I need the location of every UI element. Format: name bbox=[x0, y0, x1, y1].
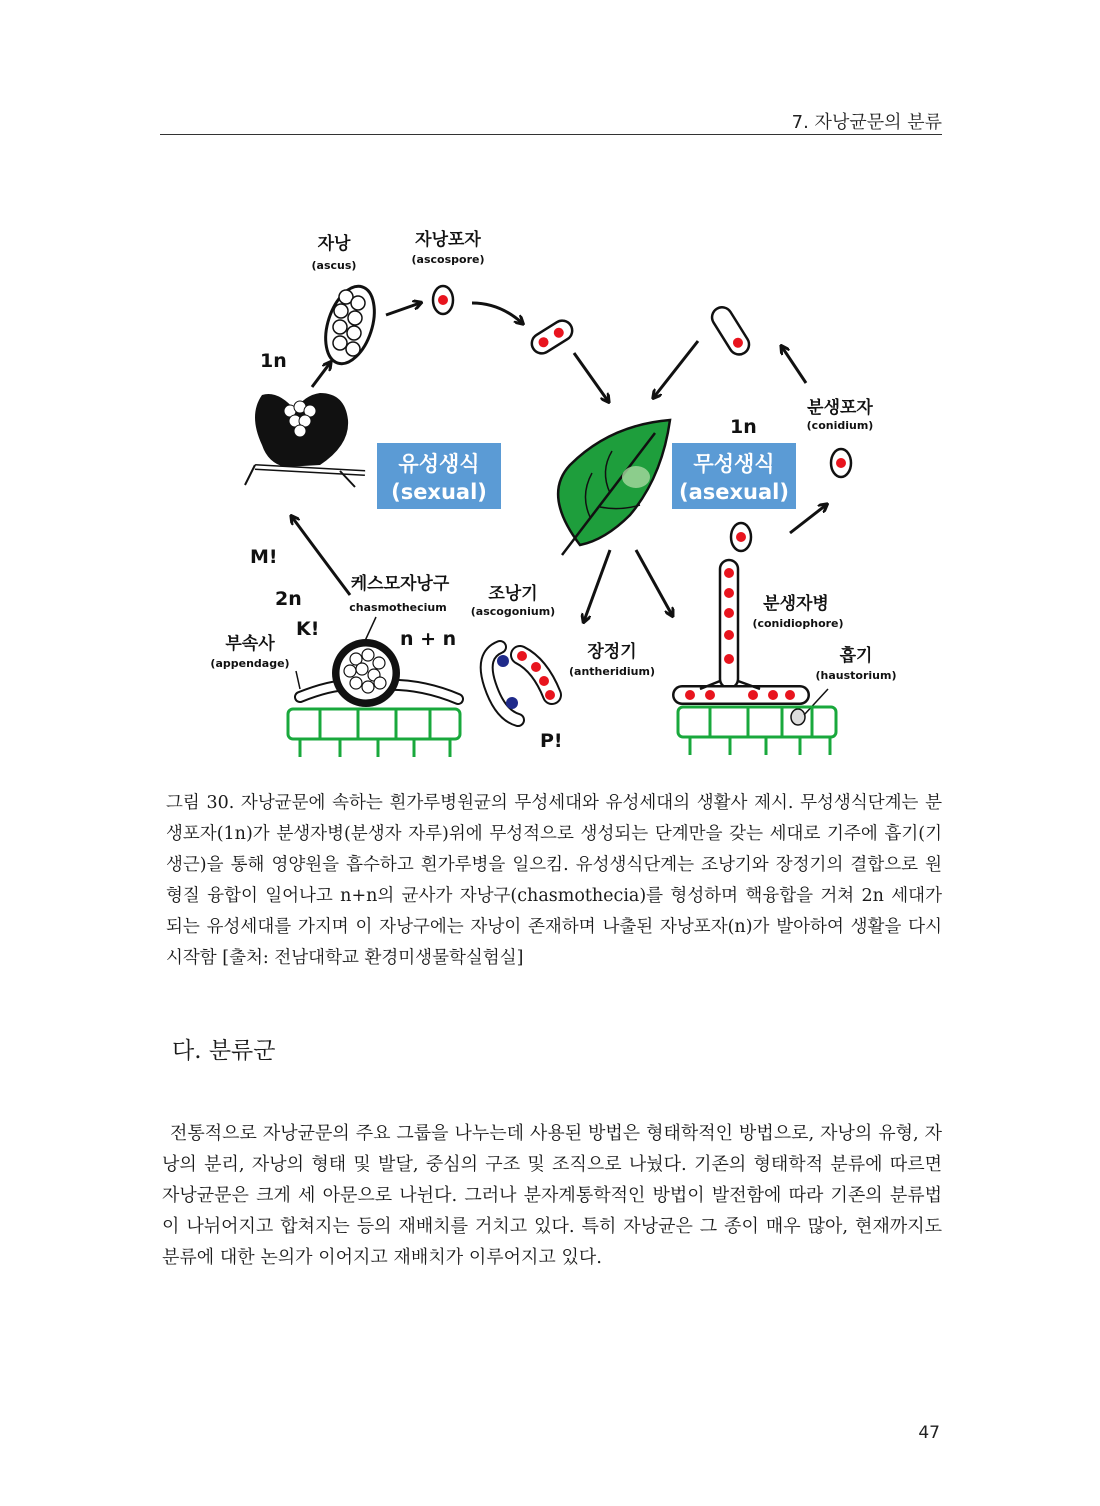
arrow-fruiting-to-ascus bbox=[312, 363, 330, 387]
life-cycle-figure bbox=[200, 215, 900, 760]
gametangia-illustration bbox=[487, 647, 555, 720]
conidiophore-label-en: (conidiophore) bbox=[752, 617, 844, 630]
header-rule bbox=[160, 134, 942, 135]
arrow-conidiophore-to-conidium bbox=[790, 505, 826, 533]
ascus-label-ko: 자낭 bbox=[317, 234, 351, 254]
ascospore-label-ko: 자낭포자 bbox=[415, 230, 481, 250]
germinating-conidium bbox=[708, 303, 753, 358]
conidium-label-ko: 분생포자 bbox=[807, 398, 873, 418]
p-mark: P! bbox=[540, 730, 563, 752]
host-cells-right bbox=[678, 707, 836, 755]
body-paragraph: 전통적으로 자낭균문의 주요 그룹을 나누는데 사용된 방법은 형태학적인 방법으로, 자낭의 유형, 자낭의 분리, 자낭의 형태 및 발달, 중심의 구조 및 조직으로 나눴다. 기존의 형태학적 분류에 따르면 자낭균문은 크게 세 아문으로 나뉜다. 그러나 분자계통학적인 방법이 발전함에 따라 기존의 분류법이 나뉘어지고 합쳐지는 등의 재배치를 거치고 있다. 특히 자낭균은 그 종이 매우 많아, 현재까지도 분류에 대한 논의가 이어지고 재배치가 이루어지고 있다. bbox=[162, 1123, 942, 1268]
arrow-to-leaf-right bbox=[654, 341, 698, 397]
chasmothecium-label-ko: 케스모자낭구 bbox=[350, 574, 450, 594]
asexual-label-en: (asexual) bbox=[679, 480, 789, 504]
chasmothecium-label-en: chasmothecium bbox=[349, 601, 447, 614]
asexual-label-ko: 무성생식 bbox=[693, 452, 775, 476]
arrow-to-leaf-left bbox=[574, 353, 608, 401]
arrow-ascus-to-spore bbox=[386, 303, 420, 315]
ascogonium-label-en: (ascogonium) bbox=[470, 605, 556, 618]
arrow-closed-to-open bbox=[292, 517, 350, 595]
appendage-label-en: (appendage) bbox=[210, 657, 290, 670]
ascogonium-label-ko: 조낭기 bbox=[488, 584, 538, 604]
ascospore-illustration bbox=[433, 286, 453, 314]
ascus-illustration bbox=[317, 280, 384, 370]
sexual-label-ko: 유성생식 bbox=[398, 452, 480, 476]
appendage-label-ko: 부속사 bbox=[225, 634, 275, 654]
arrow-leaf-to-gametangia bbox=[584, 550, 610, 621]
sexual-label-en: (sexual) bbox=[391, 480, 487, 504]
section-heading: 다. 분류군 bbox=[172, 1038, 276, 1064]
chapter-title: 7. 자낭균문의 분류 bbox=[791, 112, 942, 133]
conidiophore-label-ko: 분생자병 bbox=[763, 594, 829, 614]
page-number: 47 bbox=[918, 1423, 940, 1443]
host-cells-left bbox=[288, 709, 460, 757]
m-mark: M! bbox=[250, 546, 278, 568]
host-leaf bbox=[558, 420, 670, 555]
haustorium-label-en: (haustorium) bbox=[815, 669, 897, 682]
ascus-label-en: (ascus) bbox=[311, 259, 357, 272]
antheridium-label-en: (antheridium) bbox=[569, 665, 655, 678]
conidium-illustration bbox=[831, 449, 851, 477]
antheridium-label-ko: 장정기 bbox=[587, 642, 637, 662]
conidium-label-en: (conidium) bbox=[806, 419, 874, 432]
arrow-spore-to-germ bbox=[472, 303, 522, 323]
ploidy-n-plus-n: n + n bbox=[400, 628, 457, 650]
ploidy-1n-left: 1n bbox=[260, 350, 287, 372]
ascospore-label-en: (ascospore) bbox=[411, 253, 485, 266]
figure-caption: 그림 30. 자낭균문에 속하는 흰가루병원균의 무성세대와 유성세대의 생활사 제시. 무성생식단계는 분생포자(1n)가 분생자병(분생자 자루)위에 무성적으로 생성되는 단계만을 갖는 세대로 기주에 흡기(기생근)을 통해 영양원을 흡수하고 흰가루병을 일으킴. 유성생식단계는 조낭기와 장정기의 결합으로 원형질 융합이 일어나고 n+n의 균사가 자낭구(chasmothecia)를 형성하며 핵융합을 거쳐 2n 세대가 되는 유성세대를 가지며 이 자낭구에는 자낭이 존재하며 나출된 자낭포자(n)가 발아하여 생활을 다시 시작함 [출처: 전남대학교 환경미생물학실험실] bbox=[166, 792, 942, 968]
haustorium-label-ko: 흡기 bbox=[839, 646, 873, 666]
k-mark: K! bbox=[296, 618, 320, 640]
arrow-leaf-to-conidiophore bbox=[636, 550, 672, 615]
arrow-conidium-to-germ bbox=[782, 347, 806, 383]
ploidy-1n-right: 1n bbox=[730, 416, 757, 438]
open-chasmothecium bbox=[245, 393, 365, 487]
germinating-ascospore bbox=[528, 317, 576, 357]
appendage-pointer bbox=[296, 671, 300, 689]
ploidy-2n: 2n bbox=[275, 588, 302, 610]
